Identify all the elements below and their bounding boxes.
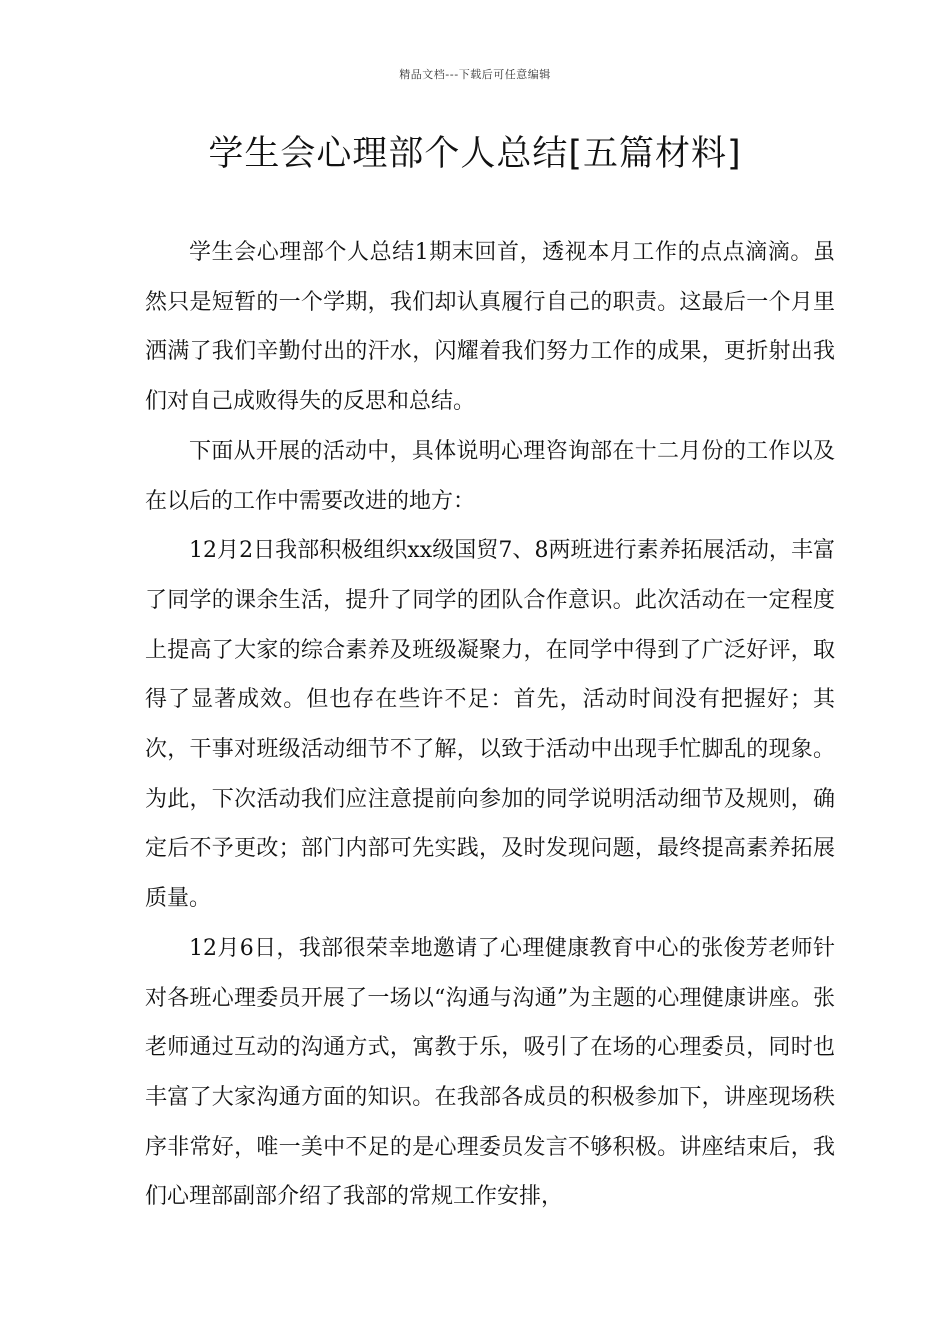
header-note: 精品文档---下载后可任意编辑 [399,68,551,81]
document-body [145,228,835,1222]
paragraph-3: 12月2日我部积极组织xx级国贸7、8两班进行素养拓展活动，丰富了同学的课余生活，提升了同学的团队合作意识。此次活动在一定程度上提高了大家的综合素养及班级凝聚力，在同学中得到了广泛好评，取得了显著成效。但也存在些许不足：首先，活动时间没有把握好；其次，干事对班级活动细节不了解，以致于活动中出现手忙脚乱的现象。为此，下次活动我们应注意提前向参加的同学说明活动细节及规则，确定后不予更改；部门内部可先实践，及时发现问题，最终提高素养拓展质量。 [145,538,835,912]
paragraph-1: 学生会心理部个人总结1期末回首，透视本月工作的点点滴滴。虽然只是短暂的一个学期，我们却认真履行自己的职责。这最后一个月里洒满了我们辛勤付出的汗水，闪耀着我们努力工作的成果，更折射出我们对自己成败得失的反思和总结。 [145,240,835,415]
paragraph-2: 下面从开展的活动中，具体说明心理咨询部在十二月份的工作以及在以后的工作中需要改进的地方： [145,438,835,514]
paragraph-4: 12月6日，我部很荣幸地邀请了心理健康教育中心的张俊芳老师针对各班心理委员开展了一场以“沟通与沟通”为主题的心理健康讲座。张老师通过互动的沟通方式，寓教于乐，吸引了在场的心理委员，同时也丰富了大家沟通方面的知识。在我部各成员的积极参加下，讲座现场秩序非常好，唯一美中不足的是心理委员发言不够积极。讲座结束后，我们心理部副部介绍了我部的常规工作安排， [145,935,835,1210]
document-title: 学生会心理部个人总结[五篇材料] [208,134,742,174]
